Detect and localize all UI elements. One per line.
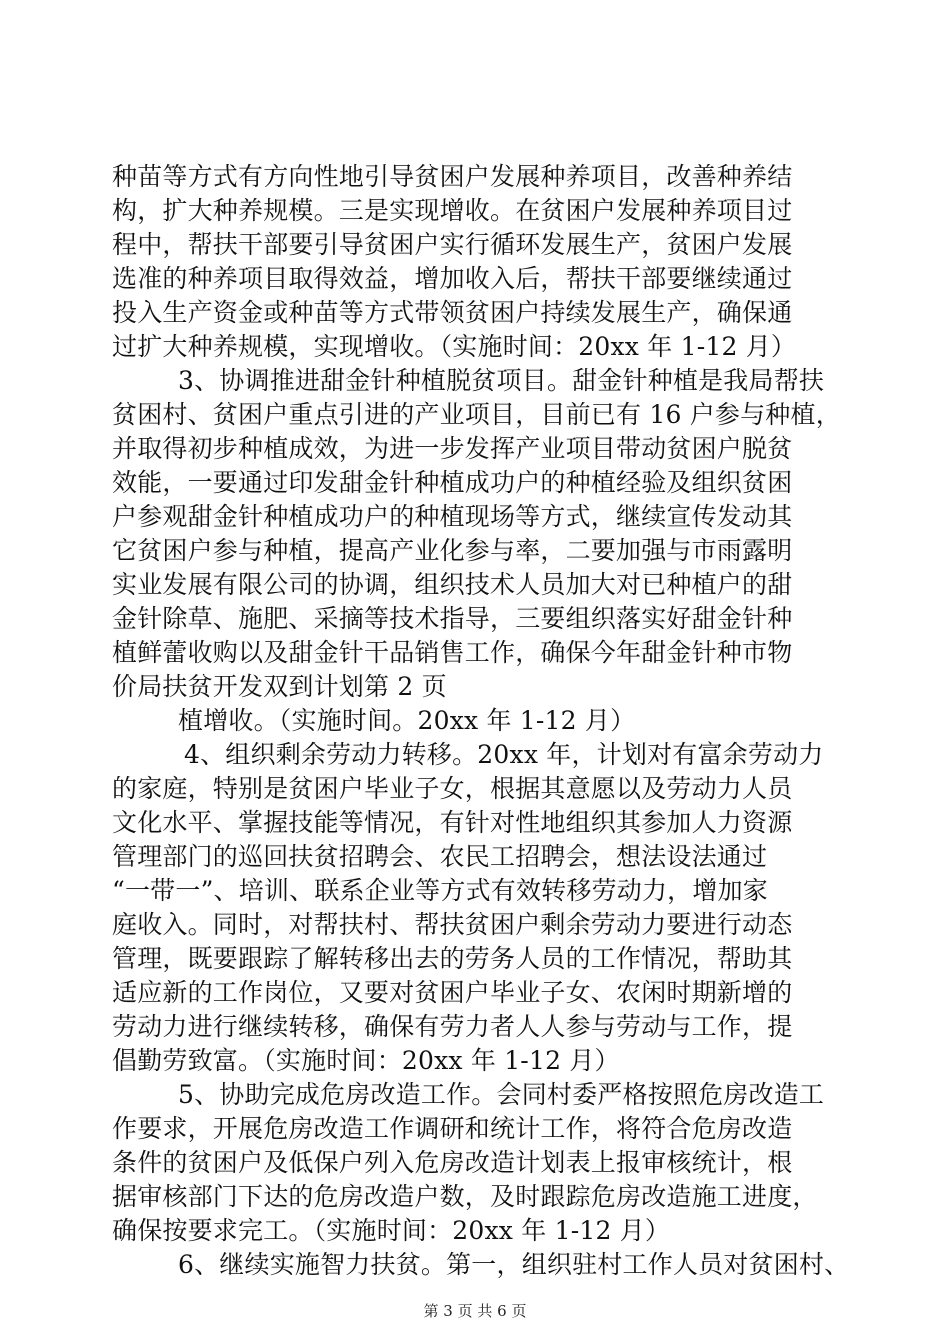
text-line: 金针除草、施肥、采摘等技术指导，三要组织落实好甜金针种	[112, 604, 793, 633]
text-line: 据审核部门下达的危房改造户数，及时跟踪危房改造施工进度，	[112, 1182, 818, 1211]
text-line: 户参观甜金针种植成功户的种植现场等方式，继续宣传发动其	[112, 502, 793, 531]
text-line: 贫困村、贫困户重点引进的产业项目，目前已有 16 户参与种植，	[112, 400, 841, 429]
text-line: 选准的种养项目取得效益，增加收入后，帮扶干部要继续通过	[112, 264, 793, 293]
text-line: 投入生产资金或种苗等方式带领贫困户持续发展生产，确保通	[112, 298, 793, 327]
text-line: 3、协调推进甜金针种植脱贫项目。甜金针种植是我局帮扶	[178, 366, 825, 395]
text-line: 并取得初步种植成效，为进一步发挥产业项目带动贫困户脱贫	[112, 434, 793, 463]
text-line: 劳动力进行继续转移，确保有劳力者人人参与劳动与工作，提	[112, 1012, 793, 1041]
text-line: 的家庭，特别是贫困户毕业子女，根据其意愿以及劳动力人员	[112, 774, 793, 803]
text-line: 实业发展有限公司的协调，组织技术人员加大对已种植户的甜	[112, 570, 793, 599]
text-line: 价局扶贫开发双到计划第 2 页	[112, 672, 447, 701]
text-line: 管理部门的巡回扶贫招聘会、农民工招聘会，想法设法通过	[112, 842, 768, 871]
text-line: “一带一”、培训、联系企业等方式有效转移劳动力，增加家	[112, 876, 768, 905]
text-line: 庭收入。同时，对帮扶村、帮扶贫困户剩余劳动力要进行动态	[112, 910, 793, 939]
text-line: 管理，既要跟踪了解转移出去的劳务人员的工作情况，帮助其	[112, 944, 793, 973]
text-line: 6、继续实施智力扶贫。第一，组织驻村工作人员对贫困村、	[178, 1250, 850, 1279]
text-line: 条件的贫困户及低保户列入危房改造计划表上报审核统计，根	[112, 1148, 793, 1177]
text-line: 植增收。（实施时间。20xx 年 1-12 月）	[178, 706, 636, 735]
text-line: 过扩大种养规模，实现增收。（实施时间：20xx 年 1-12 月）	[112, 332, 797, 361]
text-line: 程中，帮扶干部要引导贫困户实行循环发展生产，贫困户发展	[112, 230, 793, 259]
text-line: 文化水平、掌握技能等情况，有针对性地组织其参加人力资源	[112, 808, 793, 837]
text-line: 效能，一要通过印发甜金针种植成功户的种植经验及组织贫困	[112, 468, 793, 497]
text-line: 构，扩大种养规模。三是实现增收。在贫困户发展种养项目过	[112, 196, 793, 225]
text-line: 作要求，开展危房改造工作调研和统计工作，将符合危房改造	[112, 1114, 793, 1143]
page-number-footer: 第 3 页 共 6 页	[423, 1302, 527, 1320]
text-line: 种苗等方式有方向性地引导贫困户发展种养项目，改善种养结	[112, 162, 793, 191]
text-line: 5、协助完成危房改造工作。会同村委严格按照危房改造工	[178, 1080, 825, 1109]
text-line: 倡勤劳致富。（实施时间：20xx 年 1-12 月）	[112, 1046, 620, 1075]
text-line: 4、组织剩余劳动力转移。20xx 年，计划对有富余劳动力	[184, 740, 824, 769]
text-line: 确保按要求完工。（实施时间：20xx 年 1-12 月）	[112, 1216, 671, 1245]
text-line: 植鲜蕾收购以及甜金针干品销售工作，确保今年甜金针种市物	[112, 638, 793, 667]
text-line: 它贫困户参与种植，提高产业化参与率，二要加强与市雨露明	[112, 536, 793, 565]
text-line: 适应新的工作岗位，又要对贫困户毕业子女、农闲时期新增的	[112, 978, 793, 1007]
